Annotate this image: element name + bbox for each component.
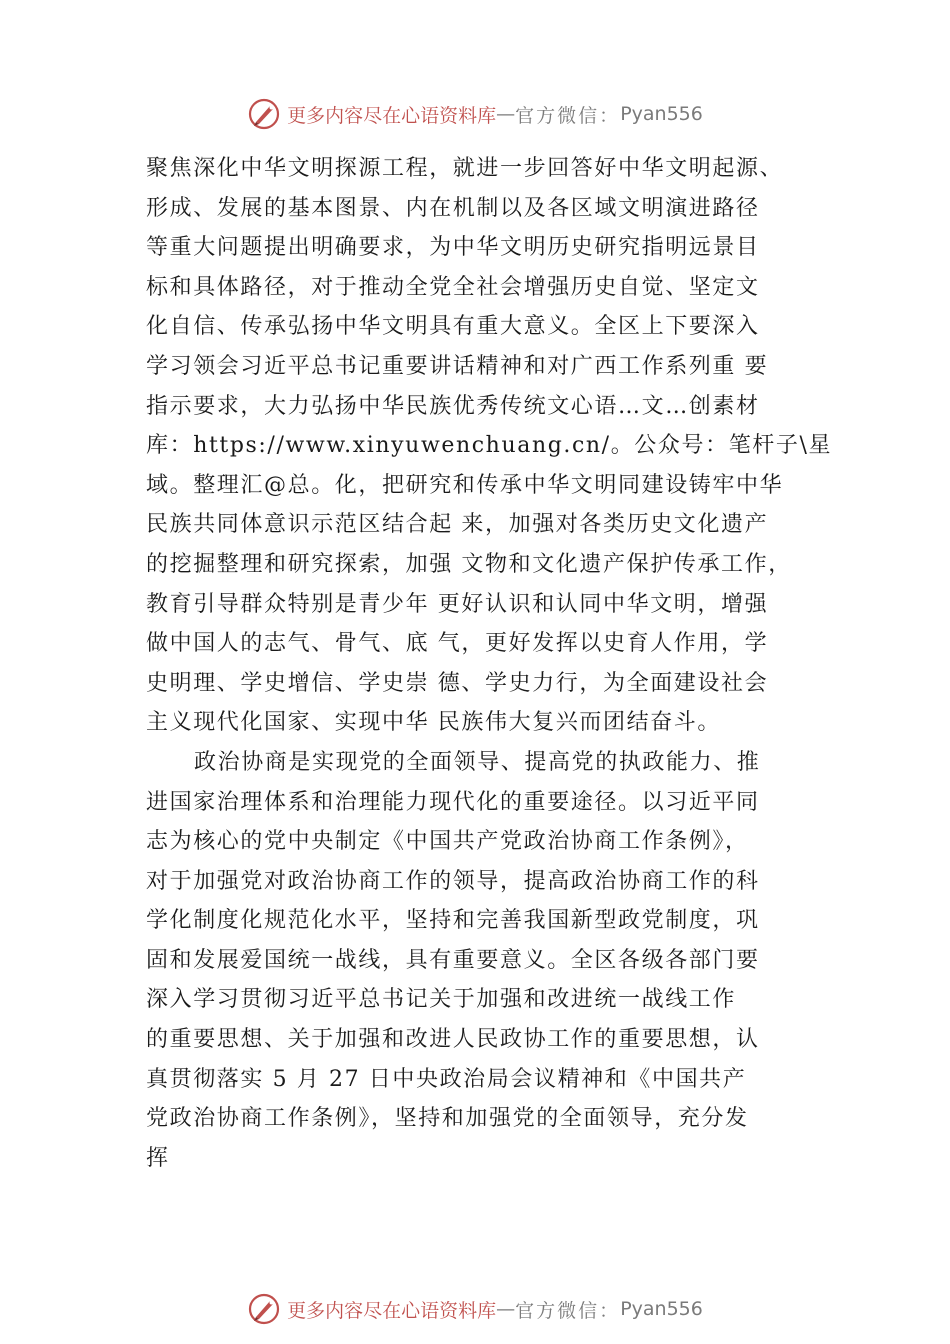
text-line: 挥 xyxy=(146,1145,170,1171)
text-line: 固和发展爱国统一战线，具有重要意义。全区各级各部门要 xyxy=(146,947,760,973)
banner-wechat-id: Pyan556 xyxy=(620,103,703,125)
text-line: 标和具体路径，对于推动全党全社会增强历史自觉、坚定文 xyxy=(146,274,760,300)
text-line: 的挖掘整理和研究探索，加强 文物和文化遗产保护传承工作， xyxy=(146,551,792,577)
banner-wechat-label: 官方微信： xyxy=(515,1299,621,1322)
text-line: 学化制度化规范化水平，坚持和完善我国新型政党制度，巩 xyxy=(146,908,760,934)
pen-logo-icon xyxy=(247,1292,281,1326)
text-line: 化自信、传承弘扬中华文明具有重大意义。全区上下要深入 xyxy=(146,314,760,340)
banner-wechat-id: Pyan556 xyxy=(620,1298,703,1320)
banner-separator: — xyxy=(496,1298,516,1320)
paragraph-start-line: 政治协商是实现党的全面领导、提高党的执政能力、推 xyxy=(194,749,761,775)
footer-banner xyxy=(0,1289,950,1329)
document-body xyxy=(146,149,836,1178)
text-line: 指示要求，大力弘扬中华民族优秀传统文心语…文…创素材 xyxy=(146,393,760,419)
header-banner xyxy=(0,94,950,134)
banner-wechat-label: 官方微信： xyxy=(515,104,621,127)
text-line: 民族共同体意识示范区结合起 来，加强对各类历史文化遗产 xyxy=(146,512,769,538)
text-line: 学习领会习近平总书记重要讲话精神和对广西工作系列重 要 xyxy=(146,353,769,379)
banner-slogan: 更多内容尽在心语资料库 xyxy=(287,1299,497,1322)
banner-separator: — xyxy=(496,103,516,125)
text-line: 深入学习贯彻习近平总书记关于加强和改进统一战线工作 xyxy=(146,987,737,1013)
pen-logo-icon xyxy=(247,97,281,131)
text-line: 的重要思想、关于加强和改进人民政协工作的重要思想，认 xyxy=(146,1027,760,1053)
text-line: 形成、发展的基本图景、内在机制以及各区域文明演进路径 xyxy=(146,195,760,221)
text-line: 志为核心的党中央制定《中国共产党政治协商工作条例》， xyxy=(146,829,749,855)
text-line: 进国家治理体系和治理能力现代化的重要途径。以习近平同 xyxy=(146,789,760,815)
text-line: 对于加强党对政治协商工作的领导，提高政治协商工作的科 xyxy=(146,868,760,894)
text-line: 聚焦深化中华文明探源工程，就进一步回答好中华文明起源、 xyxy=(146,156,784,181)
text-line: 真贯彻落实 5 月 27 日中央政治局会议精神和《中国共产 xyxy=(146,1066,747,1092)
text-line: 教育引导群众特别是青少年 更好认识和认同中华文明，增强 xyxy=(146,591,769,617)
text-line: 等重大问题提出明确要求，为中华文明历史研究指明远景目 xyxy=(146,235,760,261)
banner-slogan: 更多内容尽在心语资料库 xyxy=(287,104,497,127)
text-line: 党政治协商工作条例》，坚持和加强党的全面领导，充分发 xyxy=(146,1106,749,1132)
text-line: 库：https://www.xinyuwenchuang.cn/。公众号：笔杆子\星 xyxy=(146,433,833,459)
text-line: 主义现代化国家、实现中华 民族伟大复兴而团结奋斗。 xyxy=(146,710,721,736)
text-line: 做中国人的志气、骨气、底 气，更好发挥以史育人作用，学 xyxy=(146,631,769,657)
text-line: 史明理、学史增信、学史崇 德、学史力行，为全面建设社会 xyxy=(146,670,769,696)
text-line: 域。整理汇@总。化，把研究和传承中华文明同建设铸牢中华 xyxy=(146,472,784,498)
